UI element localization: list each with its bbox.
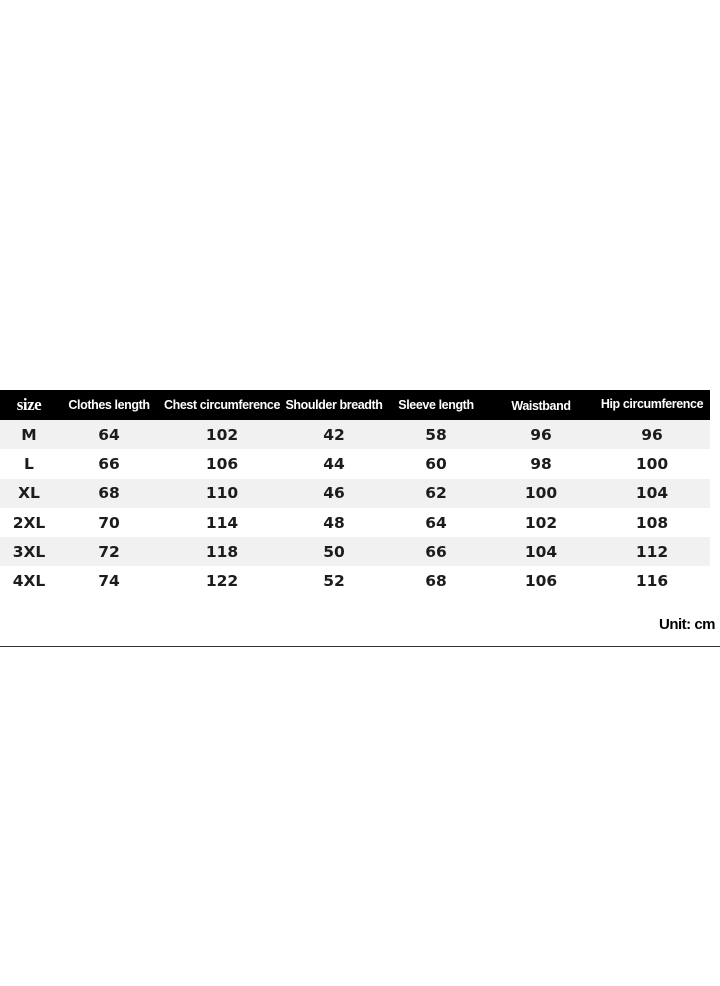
table-row: [0, 420, 710, 449]
bottom-divider: [0, 646, 720, 647]
cell-size: M: [21, 425, 37, 444]
header-sleeve-length: Sleeve length: [398, 398, 474, 412]
table-row: [0, 508, 710, 537]
cell-chest-circumference: 102: [205, 425, 239, 444]
table-row: [0, 537, 710, 566]
cell-sleeve-length: 60: [425, 454, 447, 473]
cell-shoulder-breadth: 48: [323, 513, 345, 532]
header-clothes-length: Clothes length: [68, 398, 150, 412]
header-chest-circumference: Chest circumference: [163, 398, 281, 412]
size-chart-table: [0, 390, 710, 596]
table-row: [0, 479, 710, 508]
cell-chest-circumference: 118: [205, 542, 239, 561]
cell-shoulder-breadth: 46: [323, 484, 345, 503]
cell-shoulder-breadth: 42: [323, 425, 345, 444]
table-row: [0, 566, 710, 595]
cell-sleeve-length: 58: [425, 425, 447, 444]
cell-clothes-length: 66: [98, 454, 120, 473]
cell-chest-circumference: 110: [205, 484, 239, 503]
cell-chest-circumference: 114: [205, 513, 239, 532]
cell-size: 3XL: [12, 542, 46, 561]
cell-size: XL: [18, 484, 40, 503]
unit-label: Unit: cm: [659, 616, 715, 633]
cell-hip-circumference: 104: [635, 484, 669, 503]
cell-clothes-length: 74: [98, 572, 120, 591]
cell-sleeve-length: 64: [425, 513, 447, 532]
cell-sleeve-length: 68: [425, 572, 447, 591]
cell-sleeve-length: 66: [425, 542, 447, 561]
cell-size: 4XL: [12, 572, 46, 591]
cell-waistband: 96: [530, 425, 552, 444]
cell-clothes-length: 72: [98, 542, 120, 561]
header-hip-circumference: Hip circumference: [600, 397, 704, 411]
cell-chest-circumference: 106: [205, 454, 239, 473]
table-header-row: [0, 390, 710, 420]
cell-chest-circumference: 122: [205, 572, 239, 591]
cell-clothes-length: 64: [98, 425, 120, 444]
cell-waistband: 102: [524, 513, 558, 532]
table-row: [0, 449, 710, 478]
header-shoulder-breadth: Shoulder breadth: [285, 398, 383, 412]
cell-shoulder-breadth: 52: [323, 572, 345, 591]
cell-clothes-length: 68: [98, 484, 120, 503]
cell-hip-circumference: 96: [641, 425, 663, 444]
header-size: size: [16, 395, 42, 414]
cell-hip-circumference: 108: [635, 513, 669, 532]
cell-waistband: 106: [524, 572, 558, 591]
cell-shoulder-breadth: 50: [323, 542, 345, 561]
cell-waistband: 98: [530, 454, 552, 473]
cell-size: L: [24, 454, 34, 473]
cell-sleeve-length: 62: [425, 484, 447, 503]
cell-waistband: 100: [524, 484, 558, 503]
cell-shoulder-breadth: 44: [323, 454, 345, 473]
cell-size: 2XL: [12, 513, 46, 532]
header-waistband: Waistband: [511, 399, 571, 413]
cell-hip-circumference: 100: [635, 454, 669, 473]
cell-hip-circumference: 116: [635, 572, 669, 591]
cell-clothes-length: 70: [98, 513, 120, 532]
cell-waistband: 104: [524, 542, 558, 561]
cell-hip-circumference: 112: [635, 542, 669, 561]
